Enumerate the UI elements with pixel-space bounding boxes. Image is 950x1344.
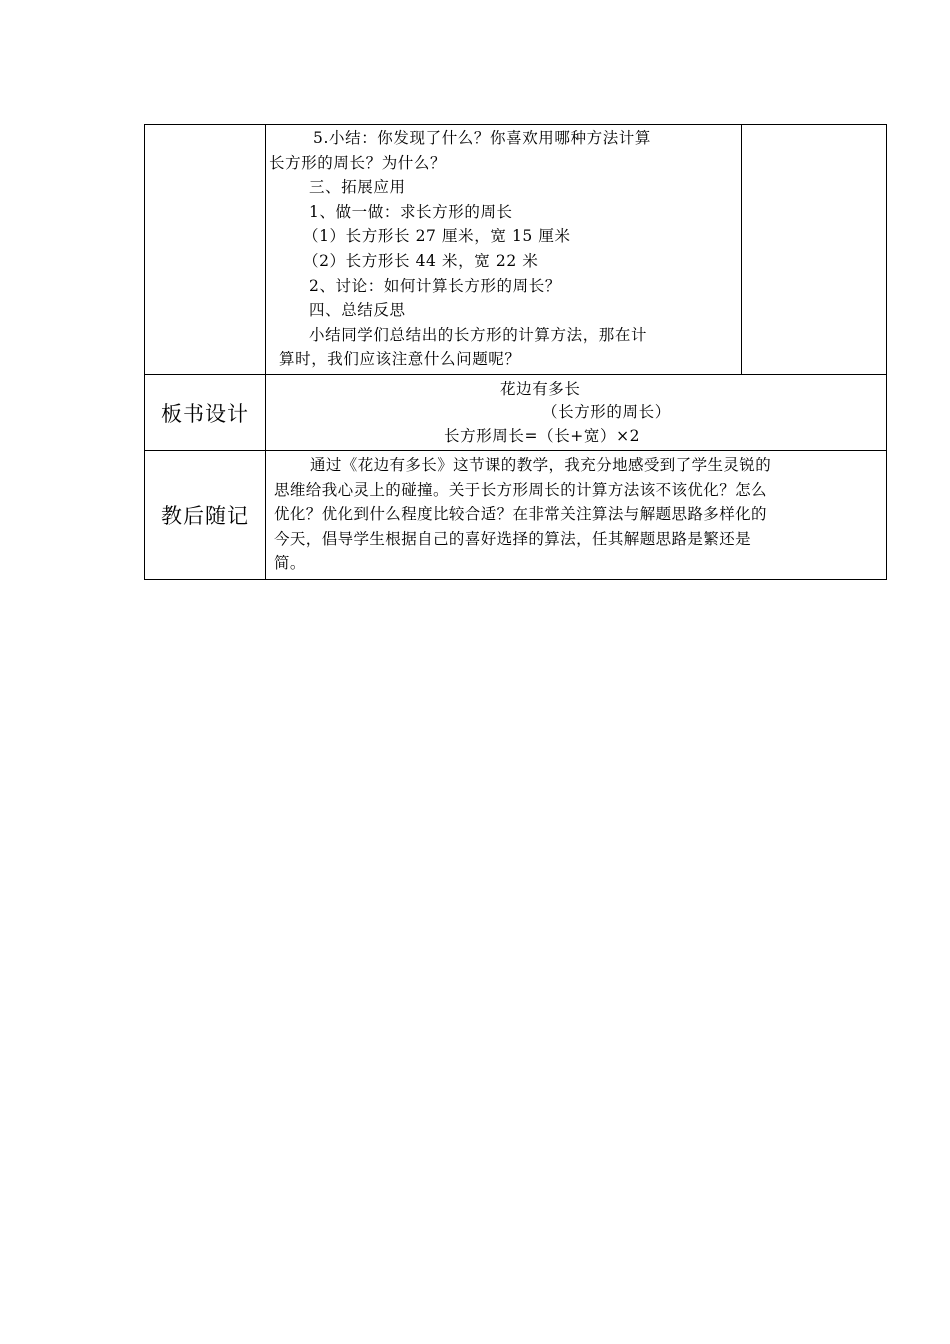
process-line: 5.小结：你发现了什么？你喜欢用哪种方法计算 [313, 129, 651, 147]
reflection-line: 通过《花边有多长》这节课的教学，我充分地感受到了学生灵锐的 [310, 456, 772, 474]
process-content-cell [266, 125, 742, 375]
process-line: （1）长方形长 27 厘米，宽 15 厘米 [303, 227, 571, 246]
reflection-row [145, 451, 887, 580]
reflection-line: 优化？优化到什么程度比较合适？在非常关注算法与解题思路多样化的 [274, 505, 767, 523]
board-design-row [145, 375, 887, 451]
process-row [145, 125, 887, 375]
board-title: 花边有多长 [500, 380, 581, 398]
board-design-cell [266, 375, 887, 451]
process-label-cell [145, 125, 266, 375]
board-design-label: 板书设计 [145, 375, 266, 451]
reflection-line: 今天，倡导学生根据自己的喜好选择的算法，任其解题思路是繁还是 [274, 529, 752, 548]
reflection-line: 简。 [274, 554, 306, 572]
process-line: 四、总结反思 [309, 301, 406, 320]
process-line: 算时，我们应该注意什么问题呢？ [279, 350, 521, 369]
process-line: 小结同学们总结出的长方形的计算方法，那在计 [309, 325, 648, 344]
process-notes-cell [742, 125, 887, 375]
reflection-label: 教后随记 [145, 451, 266, 580]
reflection-cell [266, 451, 887, 580]
board-formula: 长方形周长=（长+宽）×2 [444, 427, 641, 445]
lesson-plan-table [144, 124, 887, 580]
process-line: （2）长方形长 44 米，宽 22 米 [303, 251, 539, 270]
process-line: 1、做一做：求长方形的周长 [309, 202, 513, 221]
process-line: 2、讨论：如何计算长方形的周长？ [309, 276, 561, 295]
process-line: 三、拓展应用 [309, 178, 406, 197]
process-line: 长方形的周长？为什么？ [269, 153, 447, 172]
board-subtitle: （长方形的周长） [542, 403, 671, 421]
reflection-line: 思维给我心灵上的碰撞。关于长方形周长的计算方法该不该优化？怎么 [274, 480, 767, 499]
